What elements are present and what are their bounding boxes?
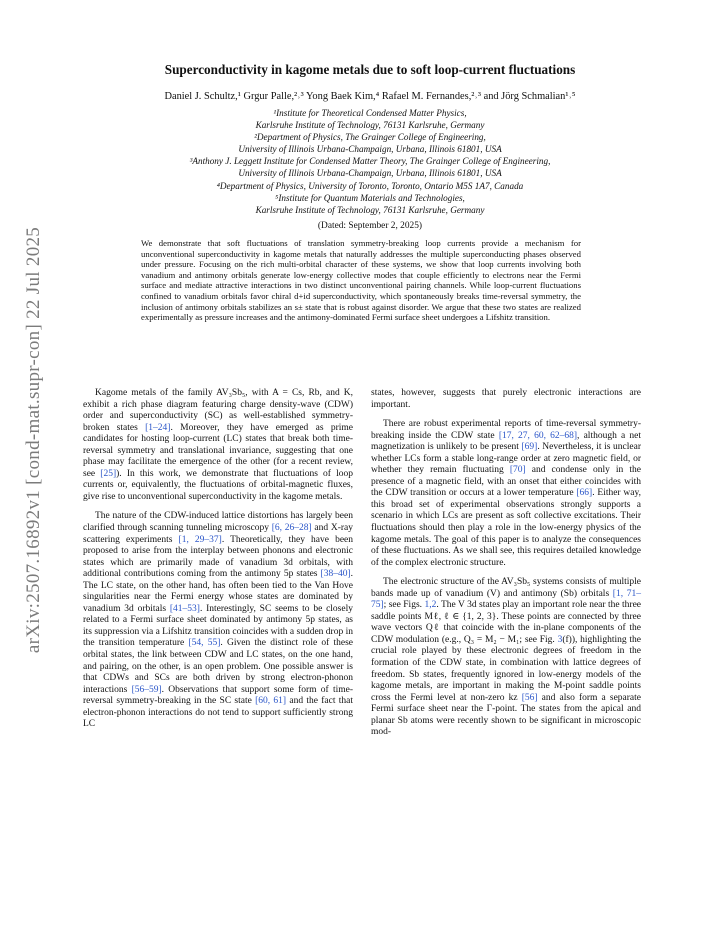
paper-title: Superconductivity in kagome metals due to soft loop-current fluctuations — [164, 62, 576, 77]
affiliation-line: ³Anthony J. Leggett Institute for Condensed Matter Theory, The Grainger College of Engineering, — [189, 156, 551, 166]
affiliation-line: University of Illinois Urbana-Champaign, Urbana, Illinois 61801, USA — [238, 144, 502, 154]
affiliation-line: Karlsruhe Institute of Technology, 76131 Karlsruhe, Germany — [255, 205, 485, 215]
body-paragraph — [83, 388, 353, 503]
abstract: We demonstrate that soft fluctuations of translation symmetry-breaking loop currents provide a mechanism for unconventional superconductivity in kagome metals that naturally addresses the multiple superconducting phases observed under pressure. Focusing on the rich multi-orbital character of these systems, we show that loop currents involving both vanadium and antimony orbitals generate low-energy collective modes that couple efficiently to electrons near the Fermi surface and mediate attractive interactions in two distinct unconventional pairing channels. While loop-current fluctuations confined to vanadium orbitals favor chiral d+id superconductivity, which spontaneously breaks time-reversal symmetry, the inclusion of antimony orbitals stabilizes an s± state that is robust against disorder. We argue that these two states are realized experimentally as pressure increases and the antimony-dominated Fermi surface sheet undergoes a Lifshitz transition. — [141, 238, 581, 323]
body-text: The electronic structure of the AV₃Sb₅ systems consists of multiple bands made up of vanadium (V) and antimony (Sb) orbitals — [371, 577, 641, 599]
body-paragraph — [371, 577, 641, 739]
affiliation-line: Karlsruhe Institute of Technology, 76131 Karlsruhe, Germany — [255, 120, 485, 130]
citation-link[interactable]: [41–53] — [169, 603, 200, 614]
body-text: The nature of the CDW-induced lattice distortions has largely been clarified through scanning tunneling microscopy — [83, 511, 353, 534]
body-text: , although a net magnetization is unlikely to be present — [371, 430, 642, 453]
body-text: and also form a separate Fermi surface sheet near the Γ-point. The states from the apical and planar Sb atoms were recently shown to be significant in microscopic mod- — [371, 692, 641, 738]
affiliation-line: ⁵Institute for Quantum Materials and Technologies, — [275, 193, 465, 203]
citation-link[interactable]: [38–40] — [320, 569, 351, 580]
body-text: There are robust experimental reports of time-reversal symmetry-breaking inside the CDW state — [371, 419, 641, 441]
body-text: and the fact that electron-phonon interactions do not tend to support sufficiently strong LC — [83, 696, 354, 730]
body-text: . Either way, this broad set of experimental observations strongly supports a scenario in which LCs are present as soft collective excitations. Their fluctuations should then play a role in the low-energy physics of the kagome metals. The goal of this paper is to analyze the consequences of these fluctuations. As we shall see, this requires detailed knowledge of the complex electronic structure. — [371, 488, 641, 568]
body-text: states, however, suggests that purely electronic interactions are important. — [371, 388, 641, 410]
author-list: Daniel J. Schultz,¹ Grgur Palle,²˒³ Yong Baek Kim,⁴ Rafael M. Fernandes,²˒³ and Jörg Schmalian¹˒⁵ — [164, 91, 576, 102]
citation-link[interactable]: [6, 26–28] — [271, 523, 312, 534]
citation-link[interactable]: [56–59] — [131, 684, 162, 695]
arxiv-sidebar — [14, 200, 54, 680]
body-text: . The V 3d states play an important role near the three saddle points Mℓ, ℓ ∈ {1, 2, 3}. These points are connected by three wave vectors Qℓ that coincide with the in-plane components of the CDW modulation (e.g., Q₃ = M₂ − M₁; see Fig. — [371, 600, 641, 645]
body-text: and X-ray scattering experiments — [83, 523, 353, 545]
body-text: . The LC state, on the other hand, has often been tied to the Van Hove singularities near the Fermi energy whose states are dominated by vanadium 3d orbitals — [83, 569, 353, 614]
affiliation-line: ¹Institute for Theoretical Condensed Matter Physics, — [273, 108, 467, 118]
body-text: . Moreover, they have emerged as prime candidates for hosting loop-current (LC) states that break both time-reversal symmetry and translational invariance, suggesting that one phase may facilitate the emergence of the other (for a recent review, see — [83, 422, 353, 479]
body-text: and condense only in the presence of a magnetic field, with an onset that either coincides with the CDW transition or occurs at a lower temperature — [371, 465, 641, 499]
body-text: . Theoretically, they have been proposed to arise from the interplay between phonons and electronic states which are primarily made of vanadium 3d orbitals, with additional contributions coming from the antimony 5p states — [83, 534, 354, 580]
body-text: . Interestingly, SC seems to be closely related to a Fermi surface sheet dominated by antimony 5p states, as its suppression via a Lifshitz transition coincides with a sudden drop in the transition temperature — [83, 603, 353, 649]
body-text: Kagome metals of the family AV₃Sb₅, with A = Cs, Rb, and K, exhibit a rich phase diagram featuring charge density-wave (CDW) order and superconductivity (SC) as well-established symmetry-broken states — [83, 388, 353, 433]
body-text: (f)), highlighting the crucial role played by these electronic degrees of freedom in the formation of the CDW state, in combination with lattice degrees of freedom. Sb states, frequently ignored in low-energy models of the kagome metals, are important in making the M-point saddle points cross the Fermi level at non-zero kz — [371, 634, 641, 703]
citation-link[interactable]: [25] — [100, 468, 117, 479]
citation-link[interactable]: [1, 71–75] — [371, 588, 641, 611]
citation-link[interactable]: [66] — [576, 488, 593, 499]
body-text: . Given the distinct role of these orbital states, the link between CDW and LC states, on the one hand, and pairing, on the other, is an open problem. One possible answer is that CDWs and SCs are both driven by strong electron-phonon interactions — [83, 638, 354, 695]
body-text: . Observations that support some form of time-reversal symmetry-breaking in the SC state — [83, 684, 353, 707]
body-column-right — [371, 388, 641, 747]
citation-link[interactable]: [69] — [521, 442, 538, 453]
citation-link[interactable]: [1, 29–37] — [178, 534, 222, 545]
affiliation-line: ²Department of Physics, The Grainger College of Engineering, — [254, 132, 486, 142]
citation-link[interactable]: [56] — [521, 692, 538, 703]
body-text: ). In this work, we demonstrate that fluctuations of loop currents or, equivalently, the fluctuations of orbital-magnetic fluxes, give rise to unconventional superconductivity in the kagome metals. — [83, 468, 353, 502]
citation-link[interactable]: [1–24] — [145, 422, 171, 433]
citation-link[interactable]: 1,2 — [424, 600, 437, 611]
affiliation-line: University of Illinois Urbana-Champaign, Urbana, Illinois 61801, USA — [238, 168, 502, 178]
citation-link[interactable]: [17, 27, 60, 62–68] — [498, 430, 578, 441]
citation-link[interactable]: 3 — [557, 634, 563, 645]
body-text: ; see Figs. — [383, 600, 425, 611]
affiliation-line: ⁴Department of Physics, University of Toronto, Toronto, Ontario M5S 1A7, Canada — [216, 181, 524, 191]
body-text: . Nevertheless, it is unclear whether LCs form a stable long-range order at zero magnetic field, or whether they remain fluctuating — [371, 442, 641, 476]
citation-link[interactable]: [54, 55] — [188, 638, 221, 649]
body-column-left — [83, 388, 353, 739]
body-paragraph — [371, 388, 641, 411]
body-paragraph — [371, 419, 641, 569]
body-paragraph — [83, 511, 353, 730]
citation-link[interactable]: [60, 61] — [255, 696, 287, 707]
citation-link[interactable]: [70] — [509, 465, 526, 476]
arxiv-identifier: arXiv:2507.16892v1 [cond-mat.supr-con] 22 Jul 2025 — [23, 226, 44, 654]
dated-line: (Dated: September 2, 2025) — [317, 221, 423, 231]
